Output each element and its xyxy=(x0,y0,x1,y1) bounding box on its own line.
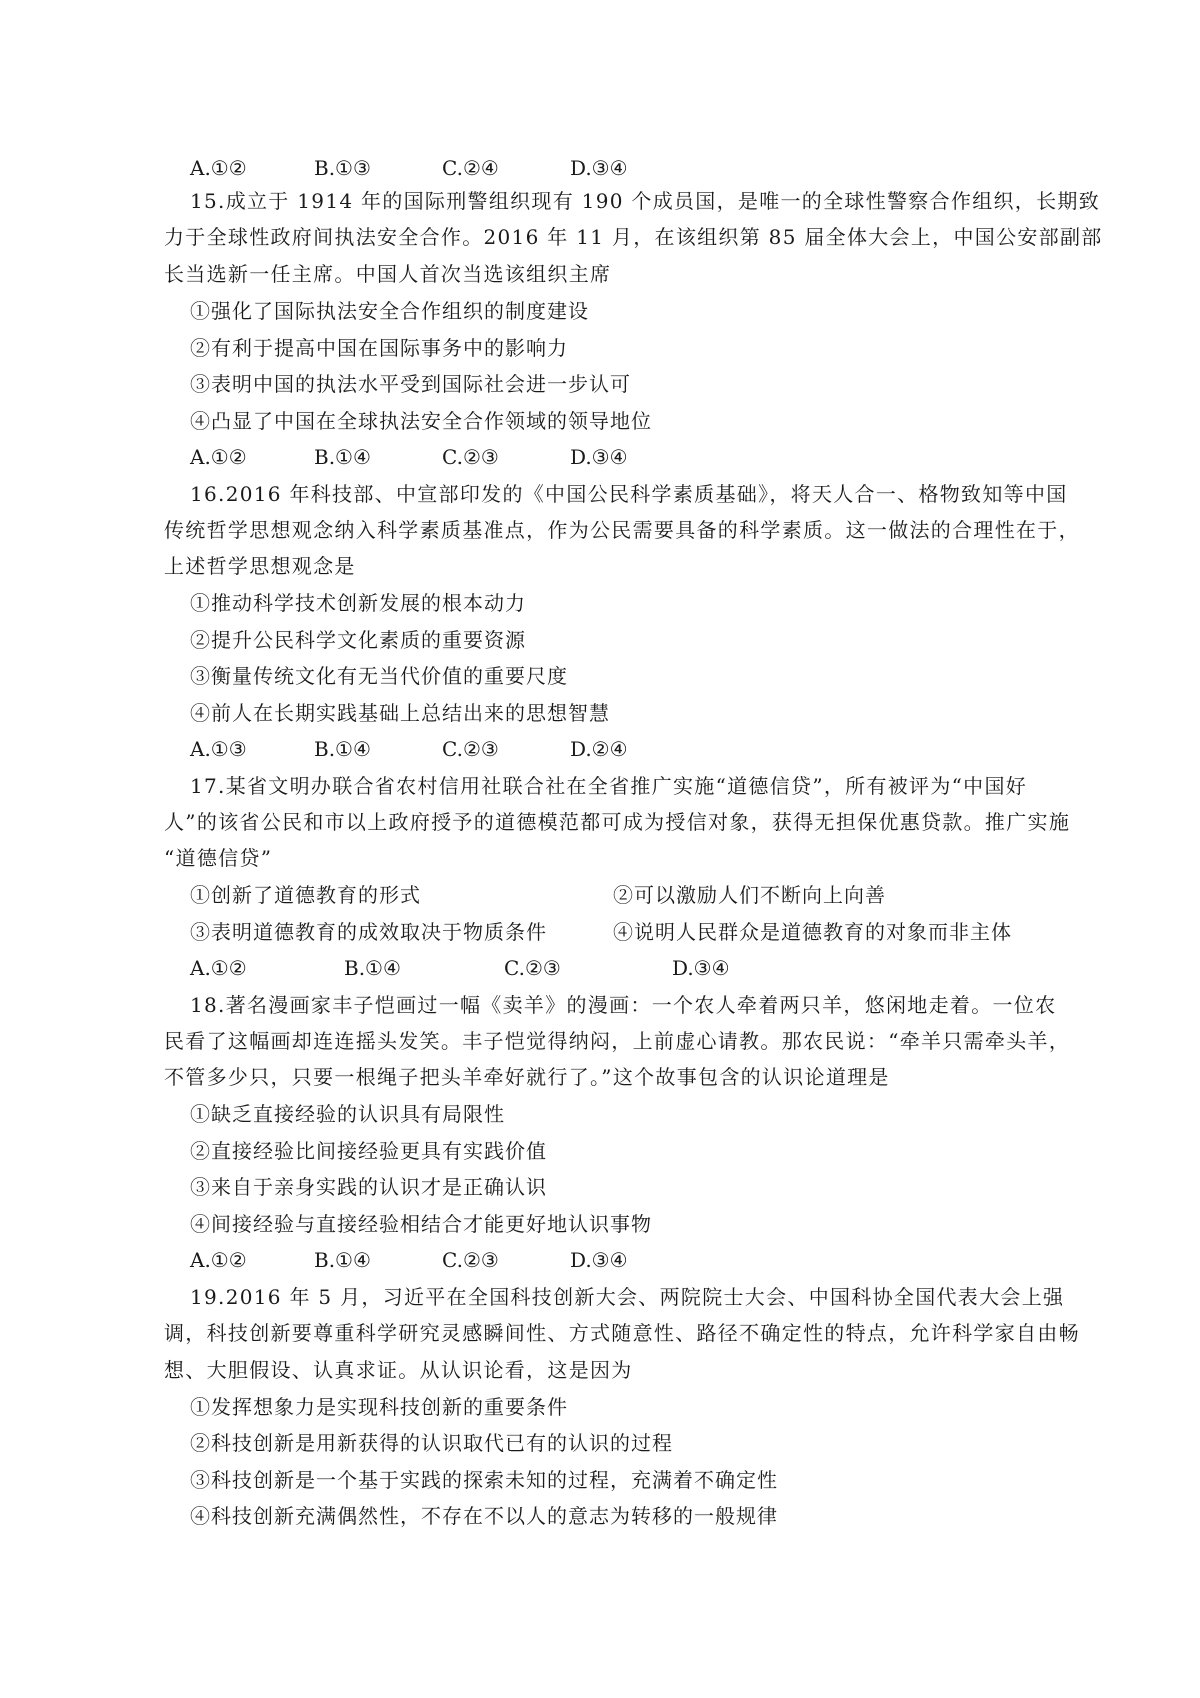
choice-b: B.①③ xyxy=(314,156,371,180)
question-18-option-4: ④间接经验与直接经验相结合才能更好地认识事物 xyxy=(190,1212,652,1236)
answer-choices-row xyxy=(0,439,1200,475)
choice-b: B.①④ xyxy=(314,1248,371,1272)
question-19-stem-cont: 调，科技创新要尊重科学研究灵感瞬间性、方式随意性、路径不确定性的特点，允许科学家自由畅 xyxy=(164,1321,1080,1345)
choice-d: D.③④ xyxy=(570,445,628,469)
answer-choices-row xyxy=(0,150,1200,186)
question-15-option-1: ①强化了国际执法安全合作组织的制度建设 xyxy=(190,299,589,323)
question-17-stem-cont: 人”的该省公民和市以上政府授予的道德模范都可成为授信对象，获得无担保优惠贷款。推广实施 xyxy=(164,810,1071,834)
choice-b: B.①④ xyxy=(314,445,371,469)
answer-choices-row xyxy=(0,950,1200,986)
choice-c: C.②④ xyxy=(442,156,499,180)
answer-choices-row xyxy=(0,731,1200,767)
choice-c: C.②③ xyxy=(442,1248,499,1272)
question-18-option-3: ③来自于亲身实践的认识才是正确认识 xyxy=(190,1175,547,1199)
question-16-option-3: ③衡量传统文化有无当代价值的重要尺度 xyxy=(190,664,568,688)
question-16-stem-cont: 传统哲学思想观念纳入科学素质基准点，作为公民需要具备的科学素质。这一做法的合理性在于， xyxy=(164,518,1080,542)
choice-c: C.②③ xyxy=(504,956,561,980)
question-18-option-2: ②直接经验比间接经验更具有实践价值 xyxy=(190,1139,547,1163)
question-15-option-4: ④凸显了中国在全球执法安全合作领域的领导地位 xyxy=(190,409,652,433)
choice-a: A.①② xyxy=(190,1248,247,1272)
answer-choices-row xyxy=(0,1242,1200,1278)
question-18-stem-cont: 不管多少只，只要一根绳子把头羊牵好就行了。”这个故事包含的认识论道理是 xyxy=(164,1065,890,1089)
choice-c: C.②③ xyxy=(442,737,499,761)
question-18-stem-cont: 民看了这幅画却连连摇头发笑。丰子恺觉得纳闷，上前虚心请教。那农民说：“牵羊只需牵头羊， xyxy=(164,1029,1071,1053)
question-16-option-4: ④前人在长期实践基础上总结出来的思想智慧 xyxy=(190,701,610,725)
choice-a: A.①③ xyxy=(190,737,247,761)
choice-d: D.③④ xyxy=(672,956,730,980)
question-19-option-1: ①发挥想象力是实现科技创新的重要条件 xyxy=(190,1395,568,1419)
question-18-option-1: ①缺乏直接经验的认识具有局限性 xyxy=(190,1102,505,1126)
question-15-stem: 15.成立于 1914 年的国际刑警组织现有 190 个成员国，是唯一的全球性警察合作组织，长期致 xyxy=(190,189,1101,213)
question-17-option-3: ③表明道德教育的成效取决于物质条件 xyxy=(190,920,547,944)
question-19-stem: 19.2016 年 5 月，习近平在全国科技创新大会、两院院士大会、中国科协全国代表大会上强 xyxy=(190,1285,1065,1309)
choice-c: C.②③ xyxy=(442,445,499,469)
question-15-option-3: ③表明中国的执法水平受到国际社会进一步认可 xyxy=(190,372,631,396)
question-16-stem-cont: 上述哲学思想观念是 xyxy=(164,554,356,578)
question-19-option-3: ③科技创新是一个基于实践的探索未知的过程，充满着不确定性 xyxy=(190,1468,778,1492)
choice-a: A.①② xyxy=(190,156,247,180)
choice-a: A.①② xyxy=(190,445,247,469)
question-16-stem: 16.2016 年科技部、中宣部印发的《中国公民科学素质基础》，将天人合一、格物致知等中国 xyxy=(190,482,1068,506)
question-17-option-2: ②可以激励人们不断向上向善 xyxy=(613,883,886,907)
question-19-stem-cont: 想、大胆假设、认真求证。从认识论看，这是因为 xyxy=(164,1358,633,1382)
question-16-option-1: ①推动科学技术创新发展的根本动力 xyxy=(190,591,526,615)
question-15-option-2: ②有利于提高中国在国际事务中的影响力 xyxy=(190,336,568,360)
choice-b: B.①④ xyxy=(344,956,401,980)
choice-a: A.①② xyxy=(190,956,247,980)
question-17-stem: 17.某省文明办联合省农村信用社联合社在全省推广实施“道德信贷”，所有被评为“中国好 xyxy=(190,774,1028,798)
question-17-option-4: ④说明人民群众是道德教育的对象而非主体 xyxy=(613,920,1012,944)
question-16-option-2: ②提升公民科学文化素质的重要资源 xyxy=(190,628,526,652)
question-15-stem-cont: 力于全球性政府间执法安全合作。2016 年 11 月，在该组织第 85 届全体大会上，中国公安部副部 xyxy=(164,225,1103,249)
choice-d: D.③④ xyxy=(570,156,628,180)
question-18-stem: 18.著名漫画家丰子恺画过一幅《卖羊》的漫画：一个农人牵着两只羊，悠闲地走着。一位农 xyxy=(190,993,1057,1017)
choice-d: D.②④ xyxy=(570,737,628,761)
choice-d: D.③④ xyxy=(570,1248,628,1272)
question-19-option-4: ④科技创新充满偶然性，不存在不以人的意志为转移的一般规律 xyxy=(190,1504,778,1528)
question-15-stem-cont: 长当选新一任主席。中国人首次当选该组织主席 xyxy=(164,262,612,286)
choice-b: B.①④ xyxy=(314,737,371,761)
question-19-option-2: ②科技创新是用新获得的认识取代已有的认识的过程 xyxy=(190,1431,673,1455)
question-17-option-1: ①创新了道德教育的形式 xyxy=(190,883,421,907)
question-17-stem-cont: “道德信贷” xyxy=(164,846,273,870)
